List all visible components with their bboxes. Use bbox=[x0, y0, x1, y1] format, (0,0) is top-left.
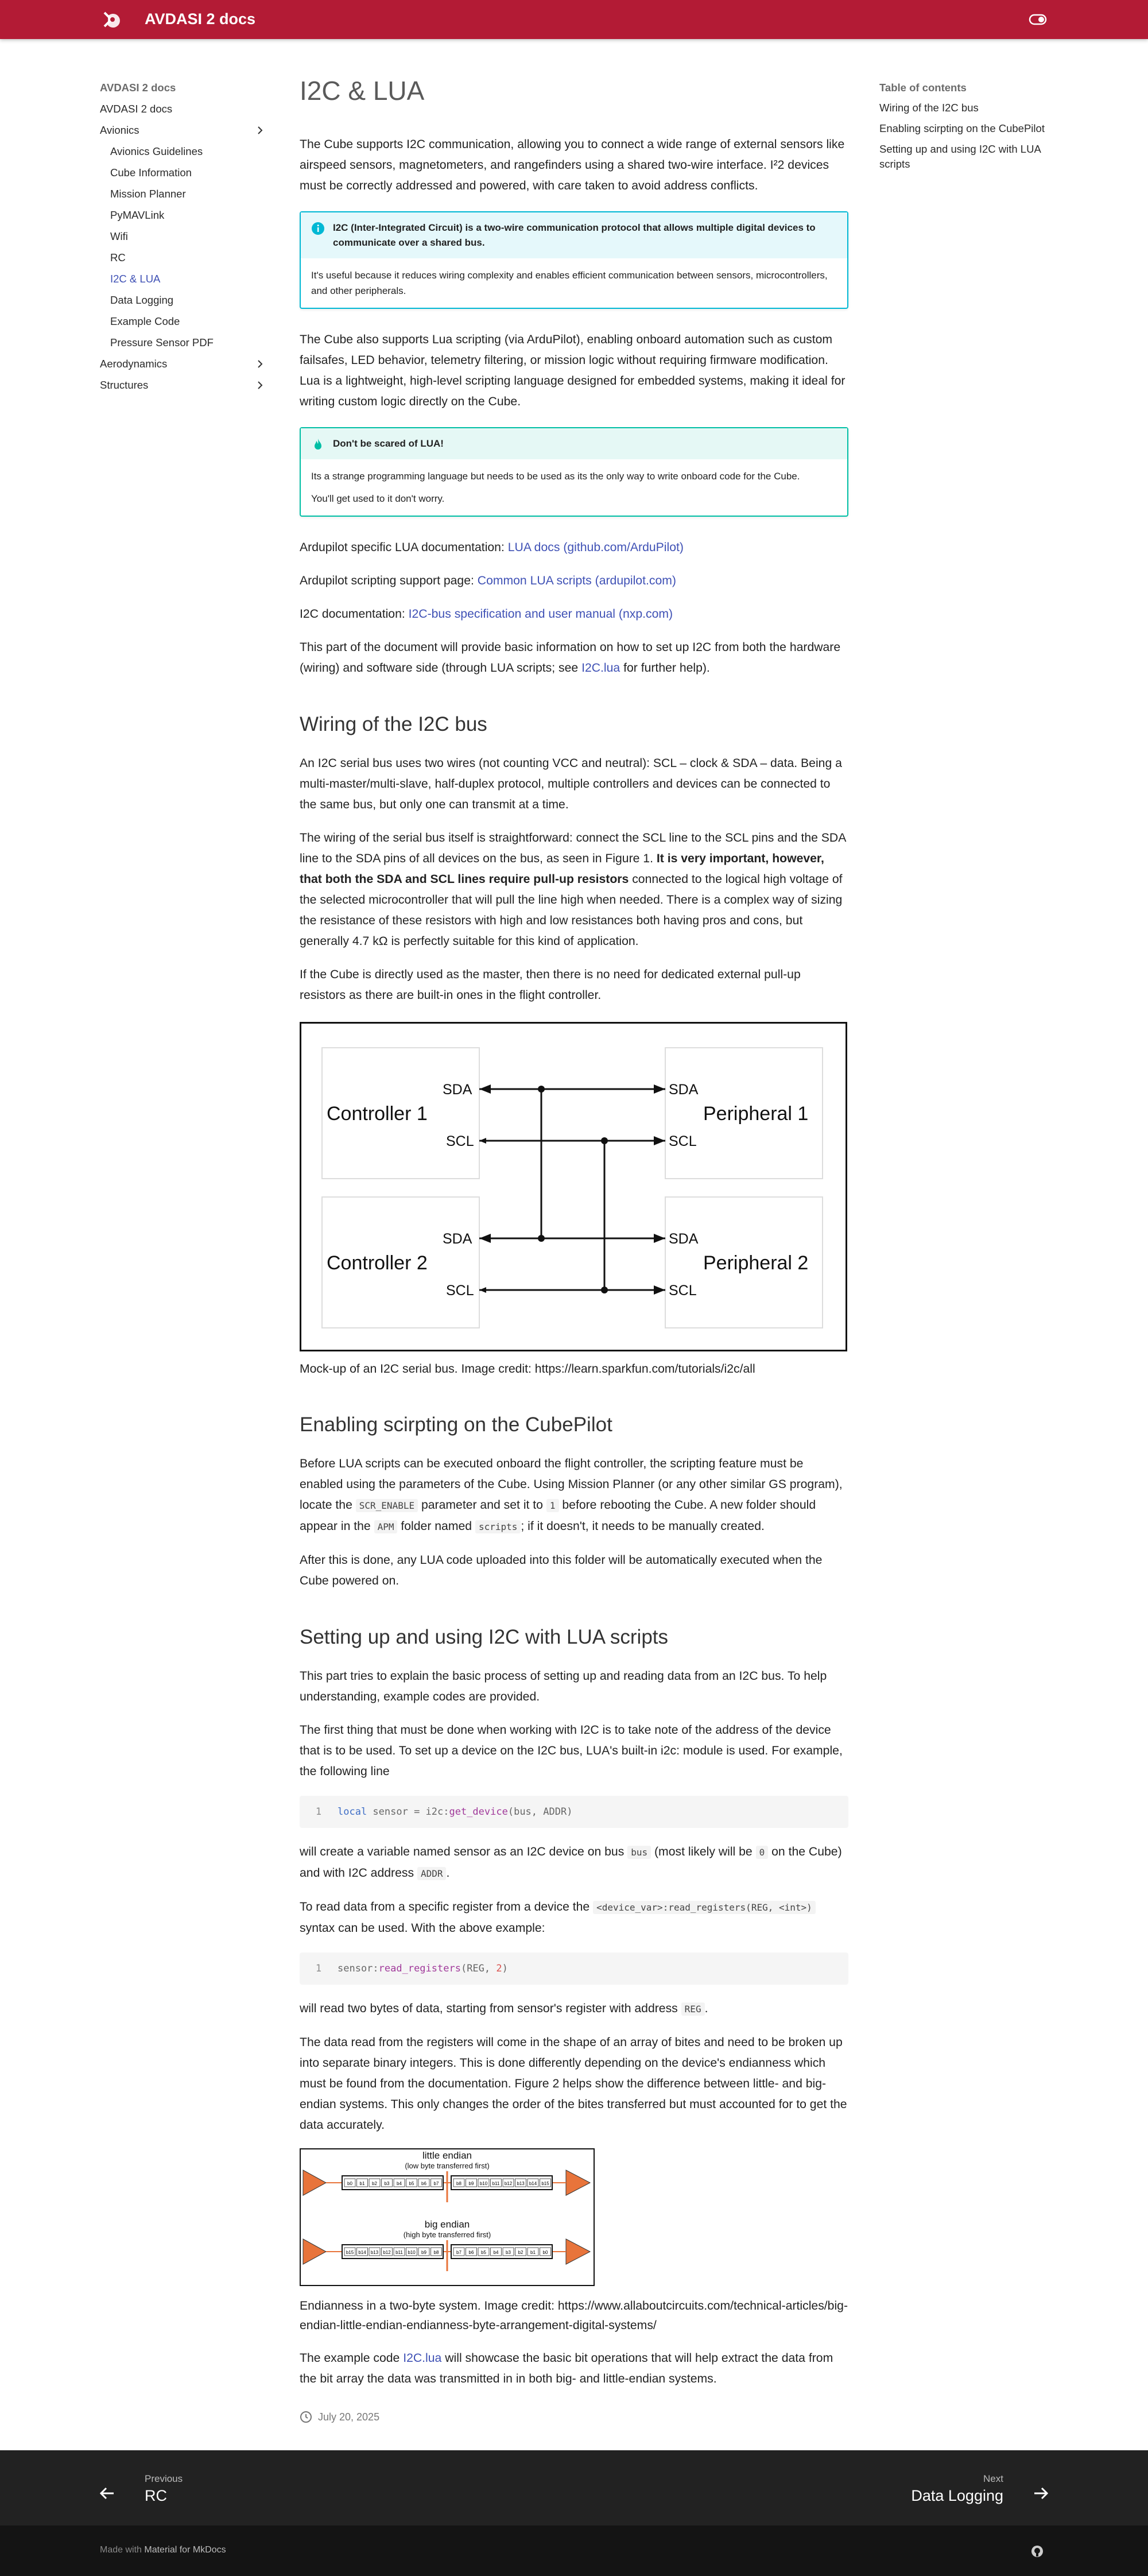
setup-paragraph: The data read from the registers will come in the shape of an array of bites and need to be broken up into separate binary integers. This is done differently depending on the device's endianness which must be found from the documentation. Figure 2 helps show the difference between little- and big-endian systems. This only changes the order of the bites transferred but must accounted for to get the data accurately. bbox=[300, 2036, 847, 2132]
bit-label: b0 bbox=[542, 2250, 548, 2255]
tip-admonition-body: Its a strange programming language but needs to be used as its the only way to write onboard code for the Cube. bbox=[311, 471, 800, 482]
github-icon[interactable] bbox=[1031, 2545, 1044, 2558]
i2c-lua-link[interactable]: I2C.lua bbox=[581, 661, 620, 675]
big-endian-sublabel: (high byte transferred first) bbox=[403, 2230, 491, 2239]
bit-label: b15 bbox=[346, 2250, 354, 2255]
page-title: I2C & LUA bbox=[300, 76, 425, 106]
setup-paragraph: The first thing that must be done when working with I2C is to take note of the address of the device that is to be used. To set up a device on the I2C bus, LUA's built-in i2c: module is used. For example, the following line bbox=[300, 1723, 843, 1778]
scl-label: SCL bbox=[446, 1283, 474, 1299]
toc-title: Table of contents bbox=[879, 82, 967, 94]
heading-wiring: Wiring of the I2C bus bbox=[300, 713, 487, 735]
code-block-read-registers[interactable]: 1 sensor:read_registers(REG, 2) bbox=[300, 1953, 848, 1985]
bit-label: b4 bbox=[493, 2250, 499, 2255]
chevron-right-icon[interactable] bbox=[254, 358, 266, 370]
scl-label: SCL bbox=[669, 1283, 697, 1299]
endianness-diagram bbox=[301, 2149, 594, 2285]
previous-page-title[interactable]: RC bbox=[145, 2487, 167, 2504]
code-one: 1 bbox=[546, 1499, 559, 1512]
site-title[interactable]: AVDASI 2 docs bbox=[145, 10, 256, 28]
bit-label: b2 bbox=[518, 2250, 523, 2255]
flame-icon bbox=[311, 437, 325, 451]
bit-label: b3 bbox=[506, 2250, 511, 2255]
bit-label: b13 bbox=[370, 2250, 379, 2255]
bit-label: b10 bbox=[408, 2250, 416, 2255]
toc-item-wiring[interactable]: Wiring of the I2C bus bbox=[879, 102, 979, 114]
nav-item-cube-information[interactable]: Cube Information bbox=[110, 166, 192, 179]
toc-item-setting-up[interactable]: Setting up and using I2C with LUA scripts bbox=[879, 143, 1041, 170]
line-number: 1 bbox=[315, 1806, 322, 1818]
nav-title: AVDASI 2 docs bbox=[100, 82, 176, 94]
basic-info-paragraph: This part of the document will provide basic information on how to set up I2C from both the hardware (wiring) and software side (through LUA scripts; see I2C.lua for further help). bbox=[300, 641, 841, 675]
i2c-lua-link[interactable]: I2C.lua bbox=[403, 2352, 442, 2365]
nav-item-pressure-sensor-pdf[interactable]: Pressure Sensor PDF bbox=[110, 336, 214, 348]
nav-item-data-logging[interactable]: Data Logging bbox=[110, 294, 174, 306]
footer-navigation bbox=[0, 2450, 1148, 2525]
setup-paragraph: will create a variable named sensor as an I2C device on bus bus (most likely will be 0 on the Cube) and with I2C address ADDR . bbox=[300, 1845, 842, 1880]
bit-label: b9 bbox=[468, 2181, 474, 2186]
bit-label: b9 bbox=[421, 2250, 426, 2255]
nav-item-avionics[interactable]: Avionics bbox=[100, 122, 272, 143]
code-scripts: scripts bbox=[475, 1520, 521, 1533]
common-lua-scripts-link[interactable]: Common LUA scripts (ardupilot.com) bbox=[477, 574, 676, 587]
nav-item-home[interactable]: AVDASI 2 docs bbox=[100, 103, 173, 115]
sender-triangle bbox=[303, 2239, 326, 2264]
scl-label: SCL bbox=[669, 1133, 697, 1149]
sidebar-nav bbox=[100, 79, 272, 398]
nav-item-example-code[interactable]: Example Code bbox=[110, 315, 180, 327]
setup-paragraph: To read data from a specific register from a device the <device_var>:read_registers(REG, <int>) syntax can be used. With the above example: bbox=[300, 1897, 848, 1939]
nav-item-pymavlink[interactable]: PyMAVLink bbox=[110, 209, 165, 221]
bit-label: b12 bbox=[383, 2250, 391, 2255]
next-page-link[interactable] bbox=[877, 2473, 1049, 2508]
bit-label: b3 bbox=[384, 2181, 390, 2186]
table-of-contents bbox=[879, 79, 1063, 177]
code-apm: APM bbox=[374, 1520, 398, 1533]
nav-item-rc[interactable]: RC bbox=[110, 251, 126, 264]
bit-label: b10 bbox=[479, 2181, 488, 2186]
nav-item-mission-planner[interactable]: Mission Planner bbox=[110, 188, 186, 200]
bit-label: b6 bbox=[421, 2181, 426, 2186]
bit-label: b1 bbox=[530, 2250, 536, 2255]
little-endian-label: little endian bbox=[422, 2150, 472, 2161]
bit-label: b7 bbox=[433, 2181, 439, 2186]
bit-label: b8 bbox=[456, 2181, 461, 2186]
made-with-text: Made with Material for MkDocs bbox=[100, 2545, 226, 2555]
peripheral2-label: Peripheral 2 bbox=[703, 1252, 809, 1274]
nav-item-wifi[interactable]: Wifi bbox=[110, 230, 128, 242]
next-label: Next bbox=[983, 2473, 1003, 2484]
bit-label: b15 bbox=[541, 2181, 549, 2186]
bit-label: b11 bbox=[492, 2181, 500, 2186]
logo-icon[interactable] bbox=[99, 8, 122, 31]
bit-label: b12 bbox=[504, 2181, 513, 2186]
controller1-label: Controller 1 bbox=[327, 1103, 428, 1125]
final-paragraph: The example code I2C.lua will showcase the basic bit operations that will help extract the data from the bit array the data was transmitted in in both big- and little-endian systems. bbox=[300, 2352, 833, 2385]
main-content bbox=[300, 75, 848, 2427]
info-admonition-title: I2C (Inter-Integrated Circuit) is a two-wire communication protocol that allows multiple digital devices to communicate over a shared bus. bbox=[333, 222, 816, 248]
nav-item-i2c-lua[interactable]: I2C & LUA bbox=[110, 273, 161, 285]
bit-label: b0 bbox=[347, 2181, 352, 2186]
intro-paragraph: The Cube supports I2C communication, allowing you to connect a wide range of external sensors like airspeed sensors, magnetometers, and rangefinders using a shared two-wire interface. I²2 devices must be correctly addressed and powered, with care taken to avoid address conflicts. bbox=[300, 138, 845, 192]
info-icon bbox=[311, 222, 325, 235]
tip-admonition-body: You'll get used to it don't worry. bbox=[311, 493, 445, 504]
enable-paragraph: Before LUA scripts can be executed onboard the flight controller, the scripting feature must be enabled using the parameters of the Cube. Using Mission Planner (or any other similar GS program), locate the SCR_ENABLE parameter and set it to 1 before rebooting the Cube. A new folder should appear in the APM folder named scripts ; if it doesn't, it needs to be manually created. bbox=[300, 1457, 843, 1533]
controller2-label: Controller 2 bbox=[327, 1252, 428, 1274]
last-updated-date: July 20, 2025 bbox=[318, 2411, 380, 2423]
sda-label: SDA bbox=[443, 1231, 472, 1247]
code-block-get-device[interactable]: 1 local sensor = i2c:get_device(bus, ADDR) bbox=[300, 1796, 848, 1828]
wiring-paragraph: An I2C serial bus uses two wires (not counting VCC and neutral): SCL – clock & SDA – data. Being a multi-master/multi-slave, half-duplex protocol, multiple controllers and devices can be connected to the same bus, but only one can transmit at a time. bbox=[300, 757, 842, 811]
last-updated bbox=[300, 2407, 848, 2427]
endianness-figure bbox=[300, 2148, 595, 2286]
chevron-right-icon[interactable] bbox=[254, 379, 266, 392]
sender-triangle bbox=[303, 2170, 326, 2195]
bit-label: b1 bbox=[359, 2181, 365, 2186]
arrow-right-icon[interactable] bbox=[1032, 2485, 1049, 2502]
peripheral1-label: Peripheral 1 bbox=[703, 1103, 809, 1125]
bit-label: b4 bbox=[397, 2181, 402, 2186]
i2c-bus-diagram bbox=[301, 1024, 846, 1350]
code-scr-enable: SCR_ENABLE bbox=[356, 1499, 418, 1512]
setup-paragraph: will read two bytes of data, starting from sensor's register with address REG . bbox=[300, 2002, 708, 2015]
sda-label: SDA bbox=[443, 1082, 472, 1098]
bit-label: b5 bbox=[409, 2181, 414, 2186]
figure2-caption: Endianness in a two-byte system. Image credit: https://www.allaboutcircuits.com/technical-articles/big-endian-little-endian-endianness-byte-arrangement-digital-systems/ bbox=[300, 2299, 848, 2332]
heading-enabling: Enabling scirpting on the CubePilot bbox=[300, 1413, 612, 1436]
toc-item-enabling[interactable]: Enabling scirpting on the CubePilot bbox=[879, 122, 1045, 134]
setup-paragraph: This part tries to explain the basic process of setting up and reading data from an I2C bus. To help understanding, example codes are provided. bbox=[300, 1669, 827, 1703]
material-for-mkdocs-link[interactable]: Material for MkDocs bbox=[144, 2545, 226, 2555]
theme-toggle-icon[interactable] bbox=[1029, 11, 1047, 28]
reference-scripting-support: Ardupilot scripting support page: Common LUA scripts (ardupilot.com) bbox=[300, 574, 676, 587]
little-endian-sublabel: (low byte transferred first) bbox=[405, 2161, 490, 2170]
lua-paragraph: The Cube also supports Lua scripting (via ArduPilot), enabling onboard automation such as custom failsafes, LED behavior, telemetry filtering, or mission logic without requiring firmware modification. Lua is a lightweight, high-level scripting language designed for embedded systems, making it ideal for writing custom logic directly on the Cube. bbox=[300, 333, 846, 408]
big-endian-label: big endian bbox=[424, 2219, 470, 2230]
heading-setting-up: Setting up and using I2C with LUA scripts bbox=[300, 1626, 669, 1648]
bit-label: b14 bbox=[529, 2181, 537, 2186]
footer-meta bbox=[0, 2525, 1148, 2576]
wiring-paragraph: If the Cube is directly used as the master, then there is no need for dedicated external pull-up resistors as there are built-in ones in the flight controller. bbox=[300, 968, 801, 1002]
top-header bbox=[0, 0, 1148, 39]
i2c-spec-link[interactable]: I2C-bus specification and user manual (nxp.com) bbox=[408, 607, 673, 621]
enable-paragraph: After this is done, any LUA code uploaded into this folder will be automatically executed when the Cube powered on. bbox=[300, 1554, 823, 1587]
nav-item-structures[interactable]: Structures bbox=[100, 377, 272, 398]
bit-label: b7 bbox=[456, 2250, 461, 2255]
lua-docs-link[interactable]: LUA docs (github.com/ArduPilot) bbox=[507, 541, 684, 554]
figure1-caption: Mock-up of an I2C serial bus. Image credit: https://learn.sparkfun.com/tutorials/i2c/all bbox=[300, 1362, 755, 1376]
i2c-bus-figure bbox=[300, 1022, 847, 1351]
wiring-paragraph: The wiring of the serial bus itself is straightforward: connect the SCL line to the SCL pins and the SDA line to the SDA pins of all devices on the bus, as seen in Figure 1. It is very important, however, that both the SDA and SCL lines require pull-up resistors connected to the logical high voltage of the selected microcontroller that will pull the line high when needed. There is a complex way of sizing the resistance of these resistors with high and low resistances both having pros and cons, but generally 4.7 kΩ is perfectly suitable for this kind of application. bbox=[300, 831, 846, 948]
bit-label: b14 bbox=[358, 2250, 366, 2255]
arrow-left-icon[interactable] bbox=[99, 2485, 116, 2502]
tip-admonition bbox=[300, 427, 848, 517]
bit-label: b8 bbox=[433, 2250, 439, 2255]
sda-label: SDA bbox=[669, 1082, 699, 1098]
nav-item-aerodynamics[interactable]: Aerodynamics bbox=[100, 355, 272, 377]
chevron-right-icon[interactable] bbox=[254, 124, 266, 137]
next-page-title[interactable]: Data Logging bbox=[911, 2487, 1003, 2504]
bit-label: b11 bbox=[395, 2250, 403, 2255]
sda-label: SDA bbox=[669, 1231, 699, 1247]
line-number: 1 bbox=[315, 1963, 322, 1974]
nav-item-avionics-guidelines[interactable]: Avionics Guidelines bbox=[110, 145, 203, 157]
scl-label: SCL bbox=[446, 1133, 474, 1149]
bit-label: b2 bbox=[372, 2181, 377, 2186]
tip-admonition-title: Don't be scared of LUA! bbox=[333, 438, 444, 449]
previous-label: Previous bbox=[145, 2473, 183, 2484]
receiver-triangle bbox=[566, 2239, 590, 2264]
reference-lua-docs: Ardupilot specific LUA documentation: LUA docs (github.com/ArduPilot) bbox=[300, 541, 684, 554]
info-admonition-body: It's useful because it reduces wiring complexity and enables efficient communication between sensors, microcontrollers, and other peripherals. bbox=[311, 270, 828, 296]
clock-icon bbox=[300, 2411, 312, 2423]
reference-i2c-docs: I2C documentation: I2C-bus specification and user manual (nxp.com) bbox=[300, 607, 673, 621]
bit-label: b5 bbox=[481, 2250, 486, 2255]
info-admonition bbox=[300, 211, 848, 309]
bit-label: b6 bbox=[468, 2250, 474, 2255]
bit-label: b13 bbox=[517, 2181, 525, 2186]
receiver-triangle bbox=[566, 2170, 590, 2195]
